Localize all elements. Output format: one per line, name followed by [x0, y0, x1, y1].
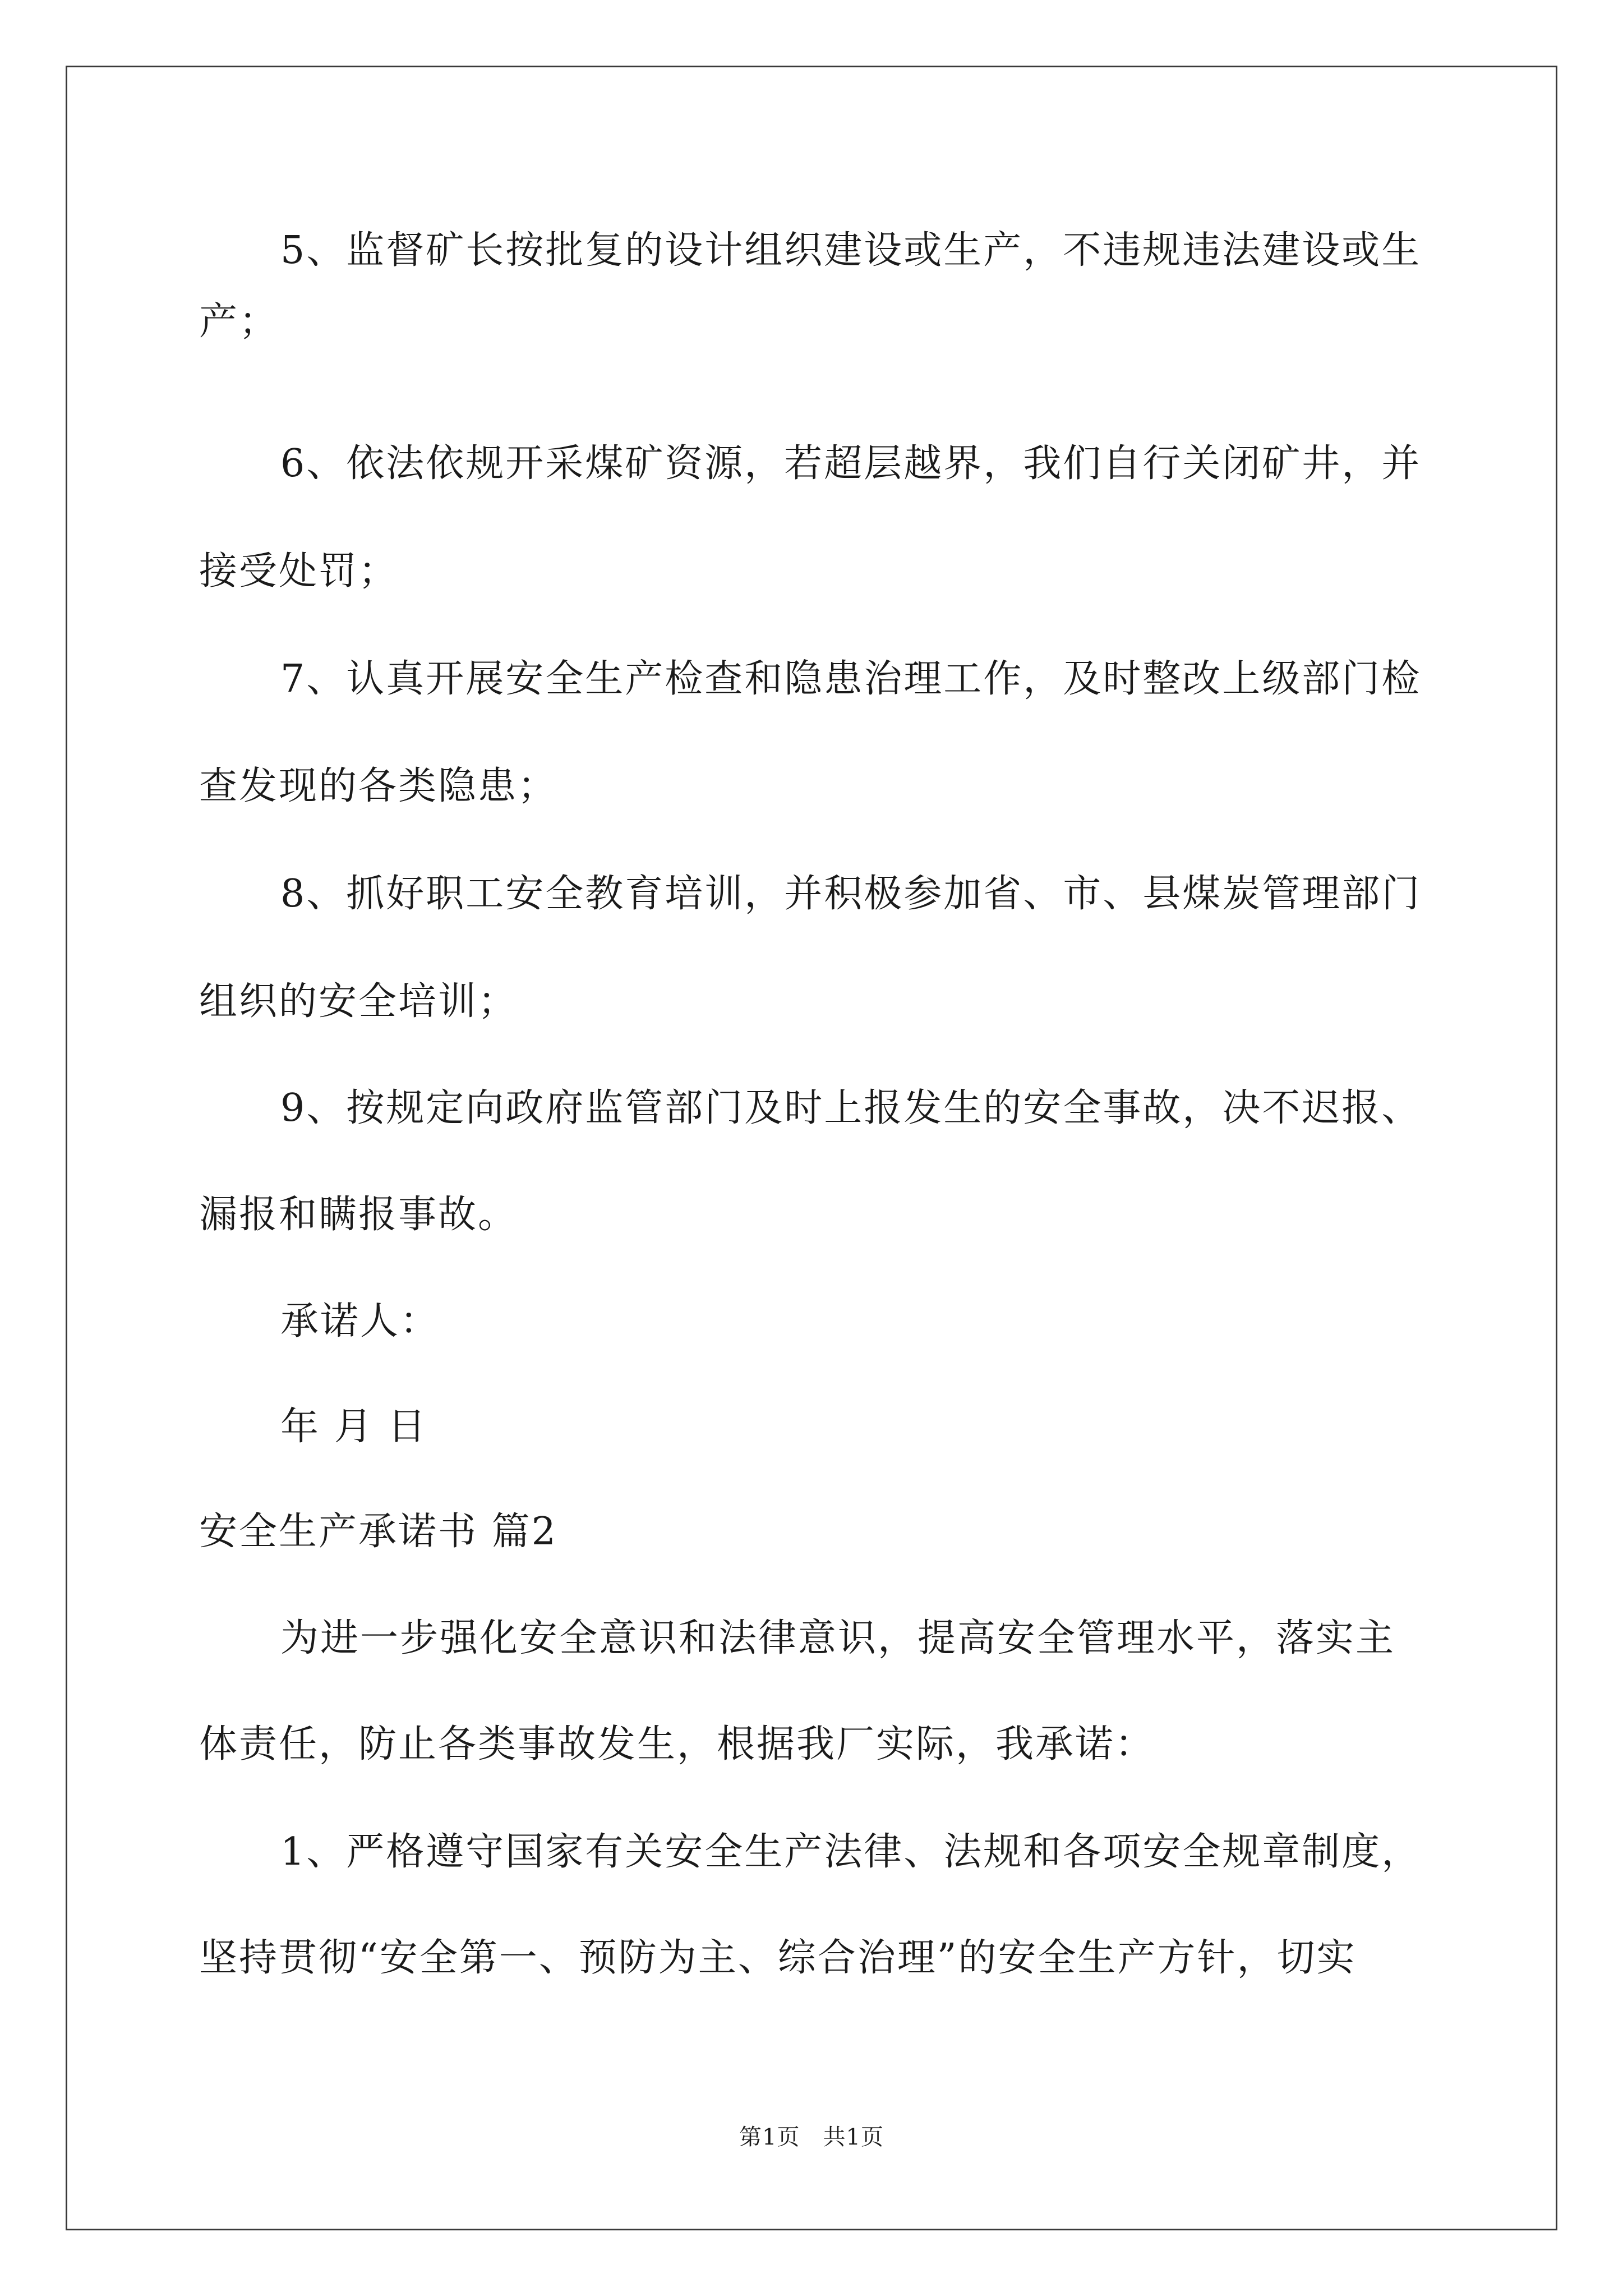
paragraph-8-line-2: 组织的安全培训；: [199, 979, 518, 1024]
signature-label: 承诺人：: [280, 1299, 440, 1343]
paragraph-7-line-1: 7、认真开展安全生产检查和隐患治理工作，及时整改上级部门检: [280, 657, 1422, 701]
section-heading: 安全生产承诺书 篇2: [199, 1510, 557, 1554]
paragraph-7-line-2: 查发现的各类隐患；: [199, 764, 558, 808]
page-border: [66, 66, 1557, 2230]
paragraph-6-line-2: 接受处罚；: [199, 549, 399, 593]
intro-line-1: 为进一步强化安全意识和法律意识，提高安全管理水平，落实主: [280, 1616, 1396, 1660]
date-line: 年 月 日: [280, 1405, 428, 1449]
paragraph-5-line-2: 产；: [199, 300, 279, 344]
paragraph-6-line-1: 6、依法依规开采煤矿资源，若超层越界，我们自行关闭矿井，并: [280, 441, 1422, 486]
intro-line-2: 体责任，防止各类事故发生，根据我厂实际，我承诺：: [199, 1722, 1155, 1766]
item-1-line-1: 1、严格遵守国家有关安全生产法律、法规和各项安全规章制度，: [280, 1830, 1422, 1874]
page-footer: 第1页 共1页: [739, 2124, 884, 2150]
paragraph-5-line-1: 5、监督矿长按批复的设计组织建设或生产，不违规违法建设或生: [280, 228, 1422, 273]
item-1-line-2: 坚持贯彻“安全第一、预防为主、综合治理”的安全生产方针，切实: [199, 1936, 1357, 1980]
paragraph-8-line-1: 8、抓好职工安全教育培训，并积极参加省、市、县煤炭管理部门: [280, 872, 1422, 916]
paragraph-9-line-2: 漏报和瞒报事故。: [199, 1193, 518, 1237]
paragraph-9-line-1: 9、按规定向政府监管部门及时上报发生的安全事故，决不迟报、: [280, 1086, 1422, 1130]
